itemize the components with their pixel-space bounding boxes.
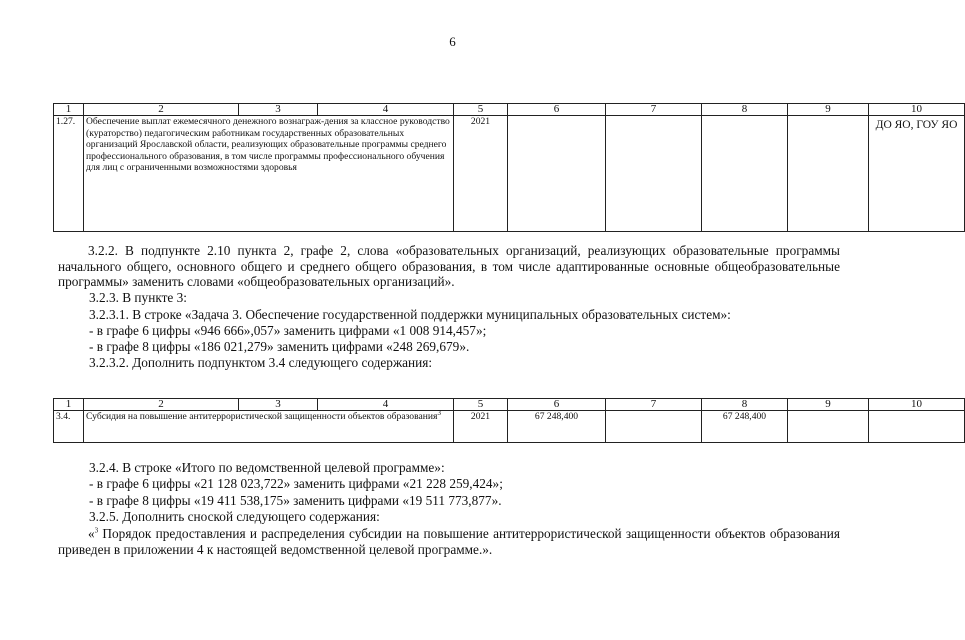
column-header: 8	[702, 104, 788, 116]
row-year: 2021	[454, 411, 508, 443]
row-cell-7	[606, 411, 702, 443]
row-year: 2021	[454, 116, 508, 232]
column-header: 5	[454, 104, 508, 116]
paragraph-3-2-3: 3.2.3. В пункте 3:	[89, 290, 187, 305]
footnote-text: Порядок предоставления и распределения субсидии на повышение антитеррористической защищенности объектов образования приведен в приложении 4 к настоящей ведомственной целевой программе.».	[58, 526, 840, 557]
row-cell-10	[869, 411, 965, 443]
page-number: 6	[449, 34, 456, 49]
table-row	[54, 411, 965, 443]
table-2-header-row	[54, 399, 965, 411]
paragraph-3-2-3-1-b: - в графе 8 цифры «186 021,279» заменить цифрами «248 269,679».	[89, 339, 470, 354]
column-header: 6	[508, 104, 606, 116]
paragraph-3-2-4: 3.2.4. В строке «Итого по ведомственной целевой программе»:	[89, 460, 445, 475]
column-header: 9	[788, 399, 869, 411]
column-header: 7	[606, 399, 702, 411]
row-cell-9	[788, 116, 869, 232]
paragraph-3-2-3-2: 3.2.3.2. Дополнить подпунктом 3.4 следующего содержания:	[89, 355, 433, 370]
row-number: 1.27.	[54, 116, 84, 232]
footnote-paragraph	[58, 526, 840, 557]
table-row	[54, 116, 965, 232]
row-cell-7	[606, 116, 702, 232]
column-header: 1	[54, 399, 84, 411]
row-number: 3.4.	[54, 411, 84, 443]
column-header: 7	[606, 104, 702, 116]
column-header: 2	[84, 104, 239, 116]
column-header: 4	[318, 104, 454, 116]
footnote-reference: 3	[437, 408, 441, 417]
paragraph-3-2-3-1: 3.2.3.1. В строке «Задача 3. Обеспечение государственной поддержки муниципальных образовательных систем»:	[89, 307, 731, 322]
column-header: 2	[84, 399, 239, 411]
footnote-quote-open: «	[88, 526, 95, 541]
row-cell-6	[508, 116, 606, 232]
column-header: 6	[508, 399, 606, 411]
row-description	[84, 408, 454, 443]
paragraph-3-2-5: 3.2.5. Дополнить сноской следующего содержания:	[89, 509, 380, 524]
column-header: 3	[239, 104, 318, 116]
row-cell-9	[788, 411, 869, 443]
column-header: 10	[869, 104, 965, 116]
row-cell-6: 67 248,400	[508, 411, 606, 443]
paragraph-3-2-3-1-a: - в графе 6 цифры «946 666»,057» заменить цифрами «1 008 914,457»;	[89, 323, 487, 338]
row-description: Обеспечение выплат ежемесячного денежного вознаграж-дения за классное руководство (кураторство) педагогическим работникам государственных образовательных организаций Ярославской области, реализующих образовательные программы среднего профессионального образования, в том числе программы профессионального обучения для лиц с ограниченными возможностями здоровья	[84, 116, 454, 232]
table-1-header-row	[54, 104, 965, 116]
row-executor: ДО ЯО, ГОУ ЯО	[869, 116, 965, 232]
column-header: 4	[318, 399, 454, 411]
column-header: 5	[454, 399, 508, 411]
row-description-text: Субсидия на повышение антитеррористической защищенности объектов образования	[86, 411, 438, 422]
paragraph-3-2-4-a: - в графе 6 цифры «21 128 023,722» заменить цифрами «21 228 259,424»;	[89, 476, 503, 491]
column-header: 10	[869, 399, 965, 411]
footnote-mark: 3	[94, 526, 99, 535]
row-cell-8	[702, 116, 788, 232]
column-header: 1	[54, 104, 84, 116]
row-cell-8: 67 248,400	[702, 411, 788, 443]
paragraph-3-2-2: 3.2.2. В подпункте 2.10 пункта 2, графе 2, слова «образовательных организаций, реализующих образовательные программы начального общего, основного общего и среднего общего образования, в том числе адаптированные основные общеобразовательные программы» заменить словами «общеобразовательных организаций».	[58, 243, 840, 289]
column-header: 3	[239, 399, 318, 411]
table-1	[53, 103, 965, 232]
paragraph-3-2-4-b: - в графе 8 цифры «19 411 538,175» заменить цифрами «19 511 773,877».	[89, 493, 502, 508]
column-header: 9	[788, 104, 869, 116]
table-2	[53, 398, 965, 443]
column-header: 8	[702, 399, 788, 411]
